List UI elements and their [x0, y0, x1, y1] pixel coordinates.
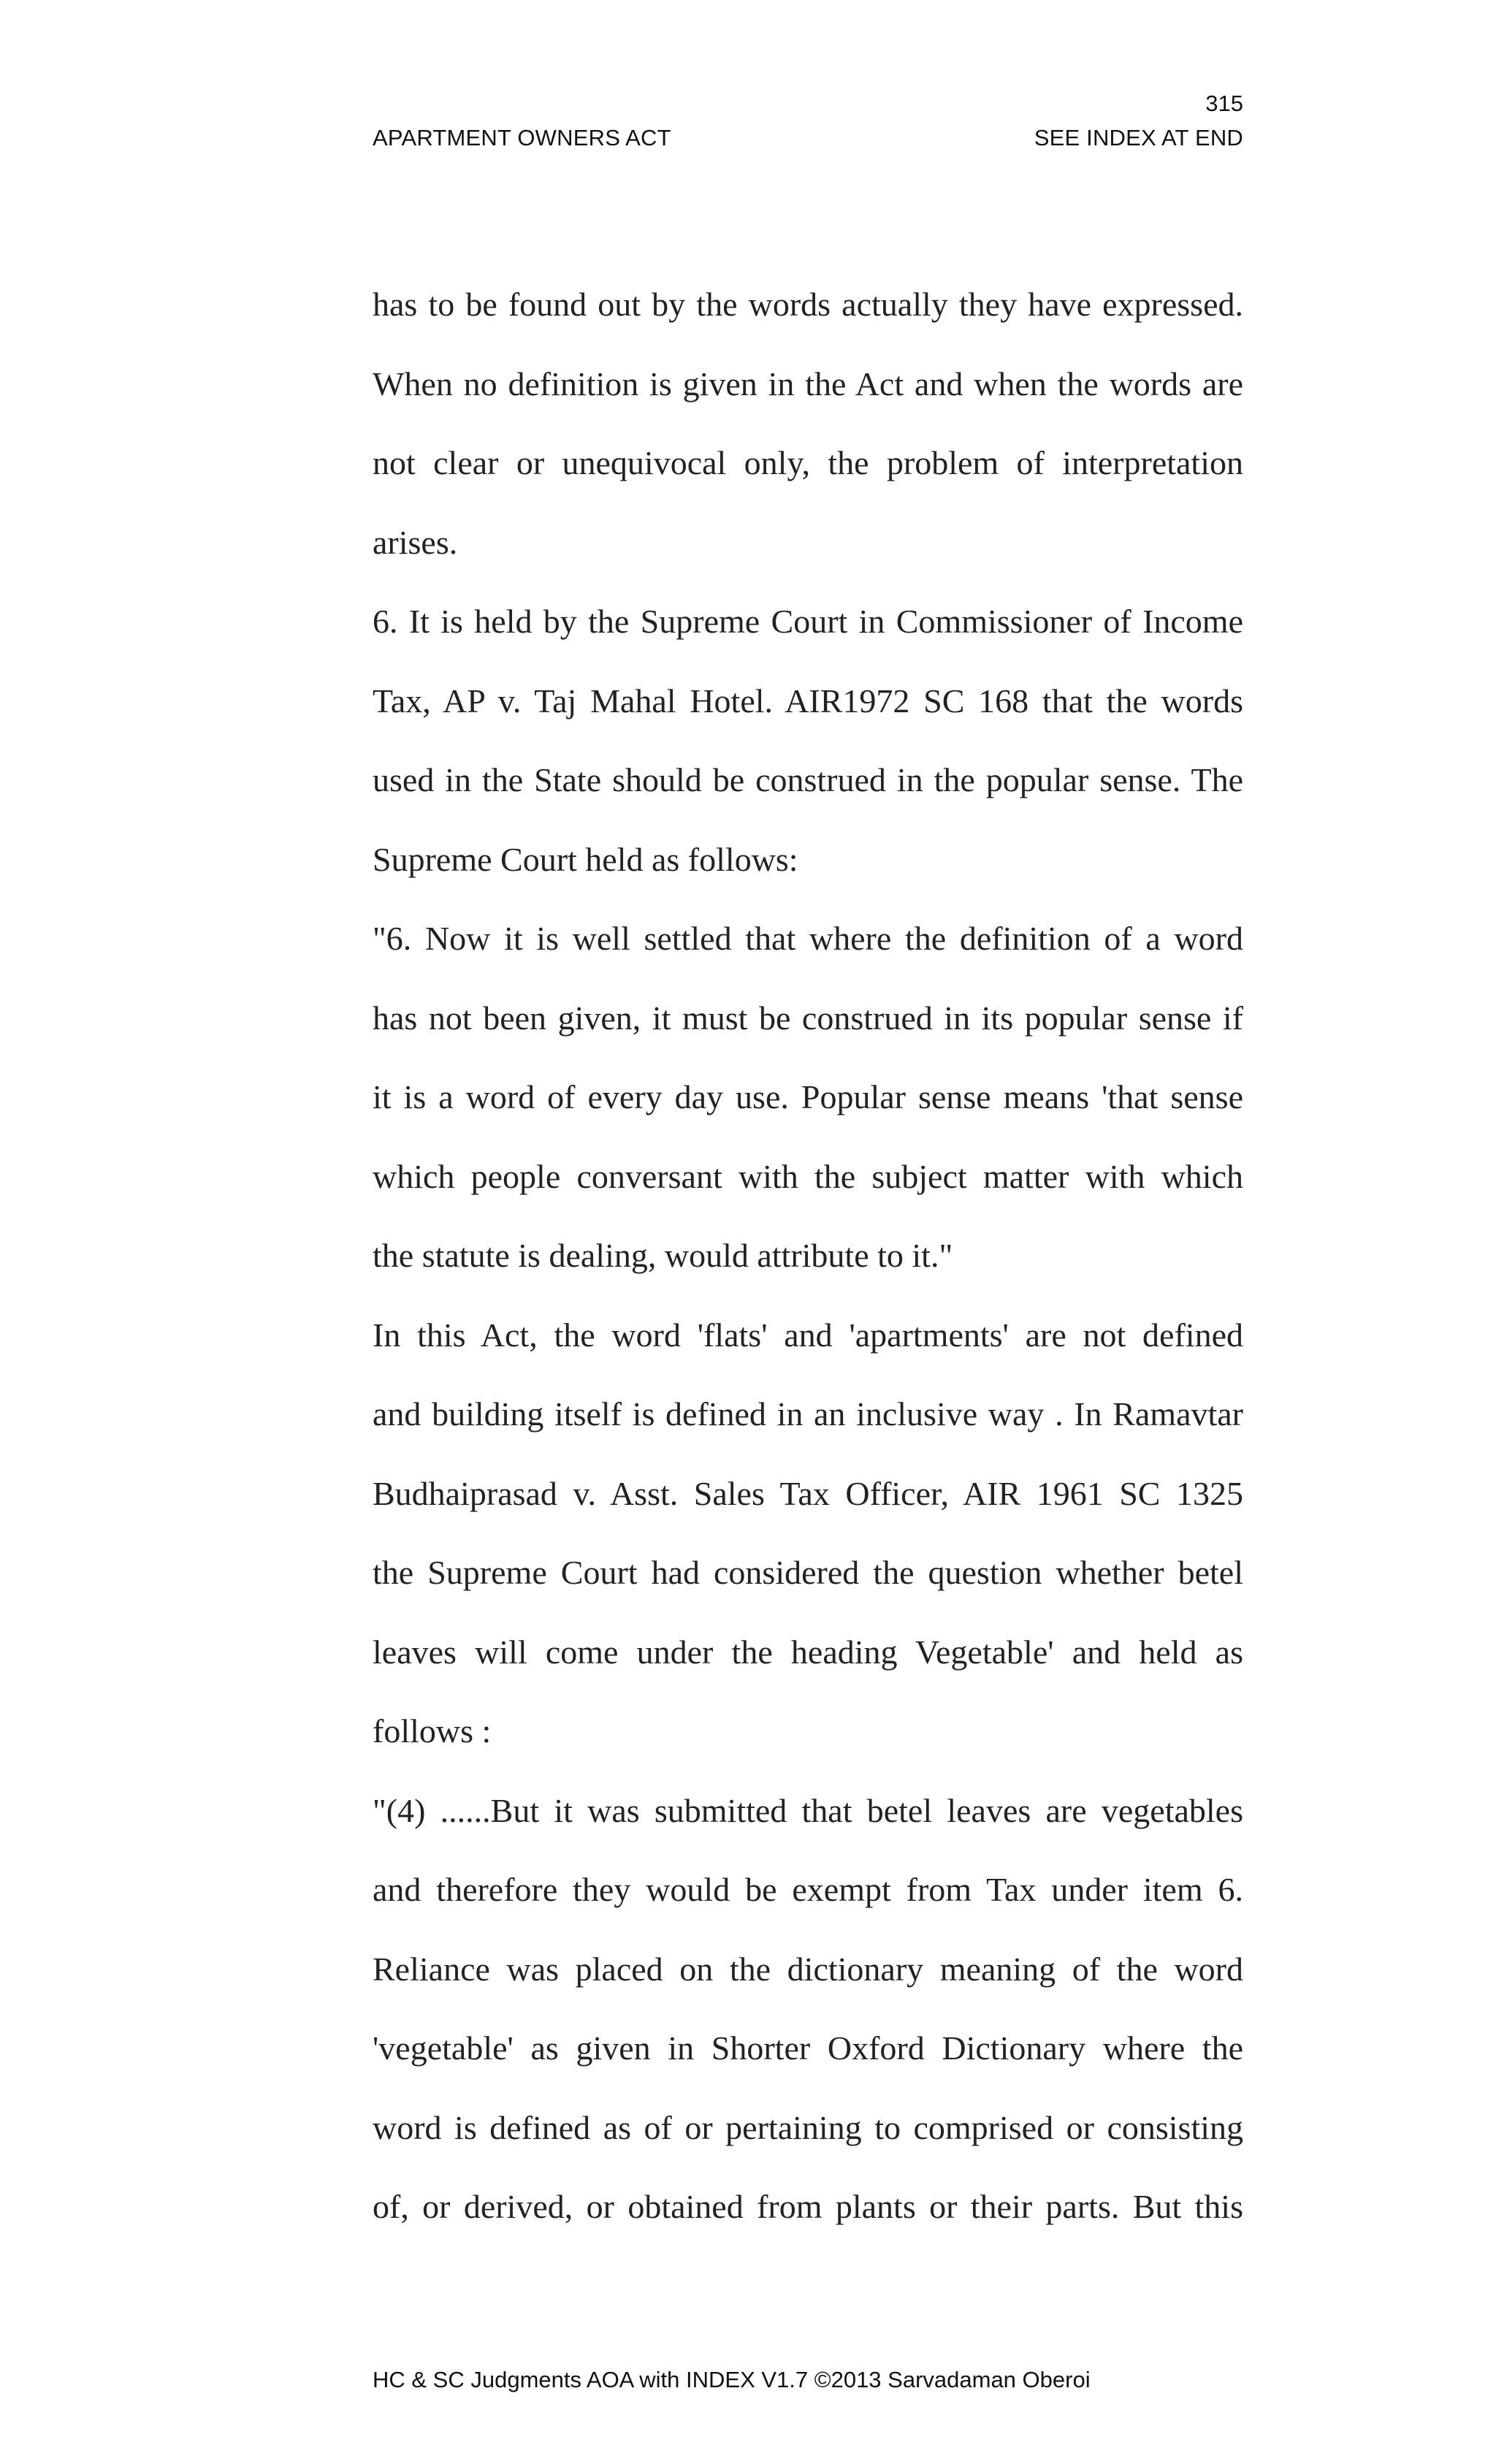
text-line: and building itself is defined in an inclusive way . In Ramavtar [373, 1395, 1243, 1433]
text-line: Tax, AP v. Taj Mahal Hotel. AIR1972 SC 168 that the words [373, 682, 1243, 720]
text-line: 'vegetable' as given in Shorter Oxford Dictionary where the [373, 2029, 1243, 2067]
footer-copyright: HC & SC Judgments AOA with INDEX V1.7 ©2013 Sarvadaman Oberoi [373, 2367, 1091, 2392]
text-line: which people conversant with the subject matter with which [373, 1157, 1243, 1195]
body-text [373, 265, 1243, 2247]
text-line: follows : [373, 1712, 492, 1750]
text-line: 6. It is held by the Supreme Court in Commissioner of Income [373, 603, 1243, 640]
running-header-title: APARTMENT OWNERS ACT [373, 125, 671, 150]
text-line: leaves will come under the heading Vegetable' and held as [373, 1633, 1243, 1671]
text-line: the statute is dealing, would attribute to it." [373, 1237, 953, 1274]
text-line: Supreme Court held as follows: [373, 840, 798, 878]
text-line: Budhaiprasad v. Asst. Sales Tax Officer, AIR 1961 SC 1325 [373, 1474, 1243, 1512]
text-line: word is defined as of or pertaining to comprised or consisting [373, 2108, 1243, 2146]
text-line: has to be found out by the words actually they have expressed. [373, 286, 1243, 323]
text-line: it is a word of every day use. Popular sense means 'that sense [373, 1078, 1243, 1115]
text-line: not clear or unequivocal only, the problem of interpretation [373, 444, 1243, 481]
running-header-index-note: SEE INDEX AT END [1034, 125, 1243, 150]
text-line: Reliance was placed on the dictionary meaning of the word [373, 1950, 1243, 1988]
text-line: In this Act, the word 'flats' and 'apartments' are not defined [373, 1316, 1243, 1354]
text-line: When no definition is given in the Act and when the words are [373, 365, 1243, 403]
page-number: 315 [1205, 91, 1243, 116]
text-line: of, or derived, or obtained from plants or their parts. But this [373, 2188, 1243, 2225]
text-line: and therefore they would be exempt from Tax under item 6. [373, 1871, 1243, 1908]
text-line: "(4) ......But it was submitted that betel leaves are vegetables [373, 1791, 1243, 1829]
text-line: the Supreme Court had considered the question whether betel [373, 1554, 1243, 1591]
text-line: used in the State should be construed in the popular sense. The [373, 761, 1243, 798]
text-line: has not been given, it must be construed in its popular sense if [373, 999, 1243, 1037]
text-line: "6. Now it is well settled that where the definition of a word [373, 920, 1243, 957]
text-line: arises. [373, 523, 458, 561]
